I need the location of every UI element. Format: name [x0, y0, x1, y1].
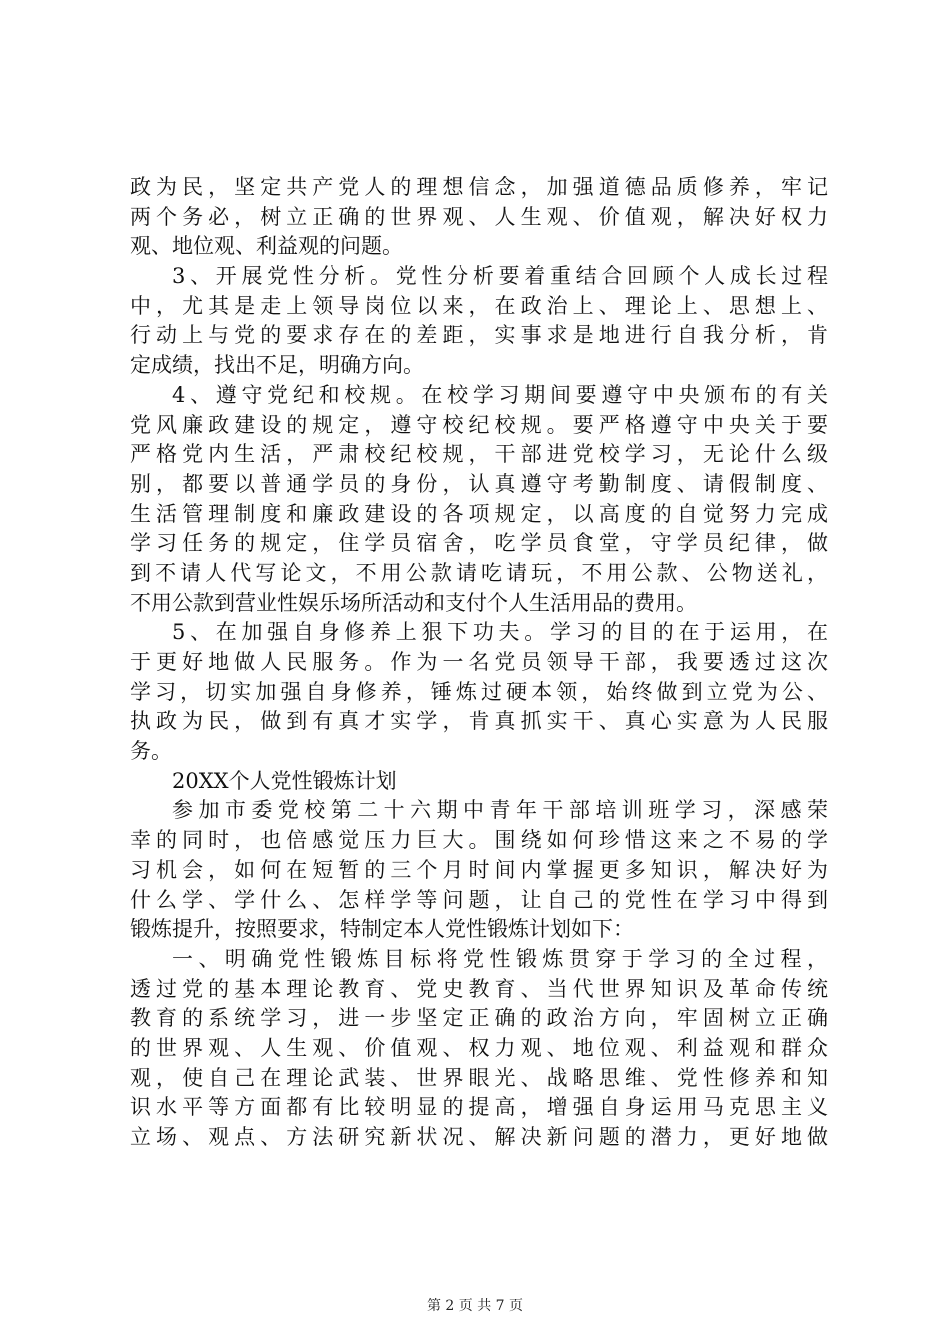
text-line: 习机会，如何在短暂的三个月时间内掌握更多知识，解决好为 [130, 857, 828, 882]
text-line: 严格党内生活，严肃校纪校规，干部进党校学习，无论什么级 [130, 442, 828, 467]
text-line: 什么学、学什么、怎样学等问题，让自己的党性在学习中得到 [130, 887, 828, 912]
text-line: 立场、观点、方法研究新状况、解决新问题的潜力，更好地做 [130, 1125, 828, 1149]
text-line: 定成绩，找出不足，明确方向。 [130, 353, 424, 378]
paragraph-start-line: 5、在加强自身修养上狠下功夫。学习的目的在于运用，在 [172, 620, 828, 645]
text-line: 行动上与党的要求存在的差距，实事求是地进行自我分析，肯 [130, 323, 828, 348]
text-line: 观，使自己在理论武装、世界眼光、战略思维、党性修养和知 [130, 1065, 828, 1090]
text-line: 识水平等方面都有比较明显的提高，增强自身运用马克思主义 [130, 1095, 828, 1120]
text-line: 幸的同时，也倍感觉压力巨大。围绕如何珍惜这来之不易的学 [130, 828, 828, 853]
section-title: 20XX个人党性锻炼计划 [172, 768, 397, 793]
paragraph-start-line: 3、开展党性分析。党性分析要着重结合回顾个人成长过程 [172, 264, 828, 289]
text-line: 教育的系统学习，进一步坚定正确的政治方向，牢固树立正确 [130, 1006, 828, 1031]
page-number-footer: 第 2 页 共 7 页 [426, 1298, 524, 1314]
text-line: 别，都要以普通学员的身份，认真遵守考勤制度、请假制度、 [130, 471, 828, 496]
paragraph-start-line: 参加市委党校第二十六期中青年干部培训班学习，深感荣 [172, 798, 828, 823]
text-line: 学习，切实加强自身修养，锤炼过硬本领，始终做到立党为公、 [130, 679, 828, 704]
text-line: 中，尤其是走上领导岗位以来，在政治上、理论上、思想上、 [130, 293, 828, 318]
text-line: 务。 [130, 739, 172, 764]
paragraph-start-line: 4、遵守党纪和校规。在校学习期间要遵守中央颁布的有关 [172, 382, 828, 407]
text-line: 学习任务的规定，住学员宿舍，吃学员食堂，守学员纪律，做 [130, 531, 828, 556]
text-line: 不用公款到营业性娱乐场所活动和支付个人生活用品的费用。 [130, 590, 697, 615]
text-line: 的世界观、人生观、价值观、权力观、地位观、利益观和群众 [130, 1035, 828, 1060]
text-line: 生活管理制度和廉政建设的各项规定，以高度的自觉努力完成 [130, 501, 828, 526]
text-line: 透过党的基本理论教育、党史教育、当代世界知识及革命传统 [130, 976, 828, 1001]
text-line: 于更好地做人民服务。作为一名党员领导干部，我要透过这次 [130, 650, 828, 674]
document-body [130, 173, 828, 1153]
text-line: 到不请人代写论文，不用公款请吃请玩，不用公款、公物送礼， [130, 560, 828, 585]
text-line: 观、地位观、利益观的问题。 [130, 234, 403, 259]
text-line: 执政为民，做到有真才实学，肯真抓实干、真心实意为人民服 [130, 709, 828, 734]
text-line: 政为民，坚定共产党人的理想信念，加强道德品质修养，牢记 [130, 175, 828, 199]
paragraph-start-line: 一、明确党性锻炼目标将党性锻炼贯穿于学习的全过程， [172, 946, 828, 971]
text-line: 党风廉政建设的规定，遵守校纪校规。要严格遵守中央关于要 [130, 412, 828, 437]
text-line: 锻炼提升，按照要求，特制定本人党性锻炼计划如下： [130, 917, 634, 942]
text-line: 两个务必，树立正确的世界观、人生观、价值观，解决好权力 [130, 204, 828, 229]
